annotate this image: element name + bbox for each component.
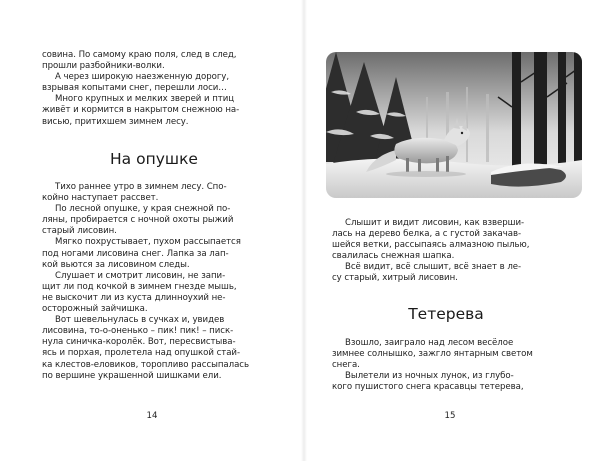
page-number: 15 — [444, 411, 456, 421]
paragraph: Тихо раннее утро в зимнем лесу. Спо- койно наступает рассвет. — [42, 182, 227, 204]
paragraph: Слышит и видит лисовин, как взверши- лась на дерево белка, а с густой закачав- шейся ветки, рассыпаясь алмазною пылью, свалилась снежная шапка. — [332, 218, 530, 262]
paragraph: совина. По самому краю поля, след в след, прошли разбойники-волки. — [42, 50, 237, 72]
paragraph: Вылетели из ночных лунок, из глубо- кого пушистого снега красавцы тетерева, — [332, 371, 524, 393]
right-text-bottom — [332, 338, 558, 393]
fox-in-winter-forest-illustration — [326, 52, 582, 198]
paragraph: Взошло, заиграло над лесом весёлое зимнее солнышко, зажгло янтарным светом снега. — [332, 338, 533, 371]
right-page — [304, 0, 608, 461]
left-text-bottom — [42, 182, 266, 382]
paragraph: Много крупных и мелких зверей и птиц живёт и кормится в накрытом снежною на- висью, притихшем зимнем лесу. — [42, 94, 240, 127]
paragraph: А через широкую наезженную дорогу, взрывая копытами снег, перешли лоси… — [42, 72, 230, 94]
right-text-top — [332, 218, 558, 285]
chapter-heading: Тетерева — [408, 305, 484, 323]
chapter-heading: На опушке — [110, 150, 198, 168]
paragraph: Вот шевельнулась в сучках и, увидев лисовина, то-о-оненько – пик! пик! – писк- нула синичка-королёк. Вот, пересвистыва- ясь и порхая, пролетела над опушкой стай- ка клестов-еловиков, торопливо рассыпалась по вершине украшенной шишками ели. — [42, 315, 249, 381]
paragraph: По лесной опушке, у края снежной по- ляны, пробирается с ночной охоты рыжий старый лисовин. — [42, 204, 234, 237]
left-text-top — [42, 50, 266, 128]
paragraph: Слушает и смотрит лисовин, не запи- щит ли под кочкой в зимнем гнезде мышь, не выскочит ли из куста длинноухий не- осторожный зайчишка. — [42, 270, 237, 315]
page-number: 14 — [146, 411, 158, 421]
paragraph: Всё видит, всё слышит, всё знает в ле- су старый, хитрый лисовин. — [332, 262, 522, 284]
paragraph: Мягко похрустывает, пухом рассыпается под ногами лисовина снег. Лапка за лап- кой вьются за лисовином следы. — [42, 237, 241, 270]
